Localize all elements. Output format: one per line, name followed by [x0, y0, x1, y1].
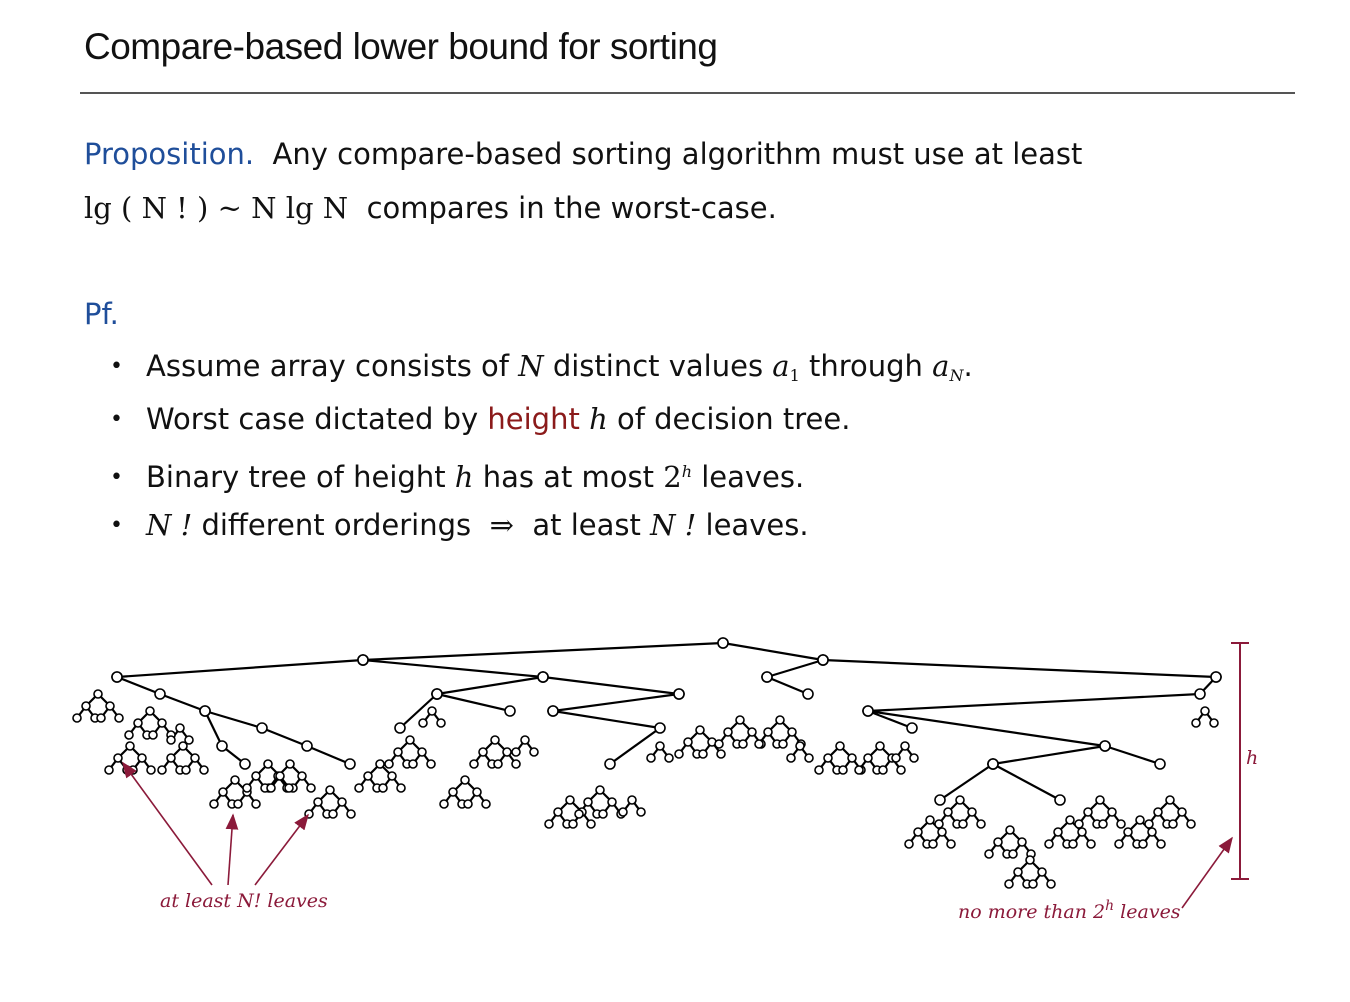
caption-no-more-than: [958, 898, 1181, 923]
tree-node: [512, 760, 520, 768]
tree-node: [94, 690, 102, 698]
bullet-4-text: different orderings: [201, 508, 472, 542]
var-a1-base: a: [772, 349, 790, 383]
tree-node: [1045, 840, 1053, 848]
tree-node: [805, 754, 813, 762]
tree-node: [715, 740, 723, 748]
tree-node: [929, 840, 937, 848]
tree-node: [182, 766, 190, 774]
tree-node: [1026, 856, 1034, 864]
tree-node: [149, 731, 157, 739]
var-a1-sub: 1: [789, 366, 800, 385]
tree-node: [185, 736, 193, 744]
bullet-1-text: Assume array consists of: [146, 349, 509, 383]
tree-node: [115, 714, 123, 722]
power-exponent: h: [681, 462, 692, 481]
tree-edge: [262, 728, 307, 746]
tree-node: [545, 820, 553, 828]
tree-node: [736, 716, 744, 724]
proposition-label: Proposition.: [84, 137, 255, 171]
tree-node: [935, 795, 945, 805]
tree-node: [491, 736, 499, 744]
tree-edge: [117, 660, 363, 677]
tree-node: [243, 784, 251, 792]
tree-node: [628, 796, 636, 804]
tree-node: [298, 772, 306, 780]
tree-node: [724, 728, 732, 736]
tree-node: [897, 766, 905, 774]
tree-edge: [823, 660, 1216, 677]
tree-node: [394, 748, 402, 756]
tree-node: [1136, 816, 1144, 824]
tree-node: [748, 728, 756, 736]
tree-node: [264, 760, 272, 768]
tree-node: [787, 754, 795, 762]
tree-node: [1155, 759, 1165, 769]
tree-edge: [437, 694, 510, 711]
tree-node: [1055, 795, 1065, 805]
tree-node: [252, 800, 260, 808]
tree-node: [470, 760, 478, 768]
tree-node: [935, 820, 943, 828]
tree-node: [762, 672, 772, 682]
var-an-base: a: [932, 349, 950, 383]
tree-node: [419, 719, 427, 727]
tree-node: [718, 638, 728, 648]
tree-node: [125, 731, 133, 739]
tree-node: [285, 784, 293, 792]
tree-node: [437, 719, 445, 727]
tree-node: [461, 776, 469, 784]
tree-node: [427, 760, 435, 768]
tree-node: [985, 850, 993, 858]
tree-node: [1009, 850, 1017, 858]
tree-node: [1006, 826, 1014, 834]
tree-node: [105, 766, 113, 774]
tree-node: [1005, 880, 1013, 888]
tree-node: [440, 800, 448, 808]
tree-node: [167, 754, 175, 762]
tree-node: [473, 788, 481, 796]
var-an: [932, 349, 963, 383]
tree-node: [1014, 868, 1022, 876]
bullet-4: • N ! different orderings ⇒ at least N ! leaves.: [110, 508, 809, 542]
tree-node: [482, 800, 490, 808]
tree-node: [307, 784, 315, 792]
tree-edge: [117, 677, 160, 694]
tree-node: [158, 719, 166, 727]
tree-node: [191, 754, 199, 762]
proposition-text-1: Any compare-based sorting algorithm must use at least: [272, 137, 1083, 171]
tree-node: [1201, 707, 1209, 715]
decision-tree-figure: [0, 600, 1350, 940]
tree-node: [818, 655, 828, 665]
bullet-1-text-3: through: [808, 349, 923, 383]
bullet-2-text: Worst case dictated by: [146, 402, 479, 436]
tree-node: [739, 740, 747, 748]
tree-node: [1211, 672, 1221, 682]
tree-node: [1166, 796, 1174, 804]
tree-node: [503, 748, 511, 756]
tree-node: [1139, 840, 1147, 848]
implies-arrow: ⇒: [489, 508, 514, 542]
tree-node: [717, 750, 725, 758]
tree-edge: [363, 660, 543, 677]
tree-node: [788, 728, 796, 736]
tree-node: [126, 742, 134, 750]
tree-node: [385, 760, 393, 768]
tree-node: [234, 800, 242, 808]
tree-node: [575, 810, 583, 818]
tree-node: [379, 784, 387, 792]
tree-node: [388, 772, 396, 780]
tree-edge: [553, 711, 660, 728]
tree-edge: [868, 694, 1200, 711]
tree-node: [1195, 689, 1205, 699]
tree-node: [1099, 820, 1107, 828]
tree-edge: [993, 764, 1060, 800]
caption-at-least: at least N! leaves: [160, 890, 328, 912]
tree-node: [944, 808, 952, 816]
tree-node: [240, 759, 250, 769]
tree-node: [302, 741, 312, 751]
tree-node: [167, 736, 175, 744]
slide-title: Compare-based lower bound for sorting: [84, 26, 718, 67]
tree-node: [699, 750, 707, 758]
tree-node: [217, 741, 227, 751]
tree-node: [863, 706, 873, 716]
tree-node: [345, 759, 355, 769]
tree-node: [596, 786, 604, 794]
tree-node: [409, 760, 417, 768]
proposition-line-1: [84, 134, 1082, 174]
tree-node: [538, 672, 548, 682]
caption-no-more-prefix: no more than 2: [958, 901, 1106, 923]
tree-node: [355, 784, 363, 792]
tree-node: [176, 724, 184, 732]
tree-node: [587, 820, 595, 828]
tree-node: [1108, 808, 1116, 816]
bullet-4-text-3: leaves.: [705, 508, 809, 542]
tree-node: [1066, 816, 1074, 824]
tree-node: [530, 748, 538, 756]
tree-node: [1096, 796, 1104, 804]
tree-node: [1210, 719, 1218, 727]
tree-node: [1148, 828, 1156, 836]
var-h: h: [589, 402, 608, 436]
tree-node: [432, 689, 442, 699]
tree-node: [418, 748, 426, 756]
tree-node: [548, 706, 558, 716]
bullet-1-period: .: [963, 349, 973, 383]
proposition-formula: lg ( N ! ) ~ N lg N: [84, 191, 349, 225]
tree-node: [82, 702, 90, 710]
tree-node: [1087, 840, 1095, 848]
tree-node: [147, 766, 155, 774]
tree-node: [619, 808, 627, 816]
bullet-2: • Worst case dictated by height h of decision tree.: [110, 402, 851, 436]
tree-edge: [1105, 746, 1160, 764]
tree-node: [347, 810, 355, 818]
tree-node: [1192, 719, 1200, 727]
tree-node: [665, 754, 673, 762]
tree-node: [314, 798, 322, 806]
tree-node: [134, 719, 142, 727]
tree-node: [674, 689, 684, 699]
tree-node: [914, 828, 922, 836]
tree-node: [968, 808, 976, 816]
tree-node: [1157, 840, 1165, 848]
tree-node: [1178, 808, 1186, 816]
tree-edge: [363, 643, 723, 660]
tree-node: [97, 714, 105, 722]
tree-node: [926, 816, 934, 824]
tree-node: [988, 759, 998, 769]
var-a1: [772, 349, 799, 383]
tree-node: [1075, 820, 1083, 828]
tree-node: [479, 748, 487, 756]
tree-node: [1018, 838, 1026, 846]
tree-node: [464, 800, 472, 808]
tree-node: [252, 772, 260, 780]
tree-node: [655, 723, 665, 733]
proof-bullets: [110, 344, 973, 556]
tree-node: [376, 760, 384, 768]
tree-node: [637, 808, 645, 816]
tree-node: [231, 776, 239, 784]
tree-node: [73, 714, 81, 722]
tree-node: [1117, 820, 1125, 828]
tree-node: [1084, 808, 1092, 816]
tree-node: [959, 820, 967, 828]
tree-nodes: [73, 638, 1221, 888]
tree-node: [864, 754, 872, 762]
tree-node: [675, 750, 683, 758]
factorial-n: N !: [146, 508, 193, 542]
proposition-text-2: compares in the worst-case.: [366, 191, 777, 225]
tree-edge: [723, 643, 823, 660]
tree-node: [764, 728, 772, 736]
tree-node: [210, 800, 218, 808]
tree-node: [905, 840, 913, 848]
tree-node: [200, 706, 210, 716]
var-n: N: [518, 349, 544, 383]
tree-node: [776, 716, 784, 724]
tree-node: [449, 788, 457, 796]
tree-node: [815, 766, 823, 774]
tree-node: [855, 766, 863, 774]
tree-node: [599, 810, 607, 818]
tree-node: [836, 742, 844, 750]
tree-node: [512, 748, 520, 756]
tree-node: [824, 754, 832, 762]
var-an-sub: N: [949, 366, 964, 385]
tree-edge: [543, 677, 679, 694]
tree-node: [138, 754, 146, 762]
tree-node: [219, 788, 227, 796]
tree-edge: [940, 764, 993, 800]
tree-node: [1169, 820, 1177, 828]
proposition-line-2: [84, 188, 777, 228]
tree-node: [155, 689, 165, 699]
tree-node: [1078, 828, 1086, 836]
tree-node: [112, 672, 122, 682]
tree-node: [1038, 868, 1046, 876]
tree-node: [1187, 820, 1195, 828]
tree-node: [605, 759, 615, 769]
tree-node: [276, 772, 284, 780]
tree-node: [1054, 828, 1062, 836]
tree-node: [876, 742, 884, 750]
tree-node: [755, 740, 763, 748]
tree-node: [1124, 828, 1132, 836]
tree-node: [521, 736, 529, 744]
bullet-3: • Binary tree of height h has at most 2$^h$ leaves.: [110, 460, 805, 494]
tree-edge: [307, 746, 350, 764]
tree-edge: [767, 677, 808, 694]
tree-node: [395, 723, 405, 733]
tree-node: [684, 738, 692, 746]
tree-node: [329, 810, 337, 818]
tree-node: [892, 754, 900, 762]
tree-node: [584, 798, 592, 806]
bullet-2-text-2: of decision tree.: [616, 402, 851, 436]
height-term: height: [487, 402, 580, 436]
tree-node: [696, 726, 704, 734]
tree-node: [907, 723, 917, 733]
title-divider: [80, 92, 1295, 94]
tree-node: [977, 820, 985, 828]
caption-no-more-suffix: leaves: [1114, 901, 1181, 923]
tree-node: [803, 689, 813, 699]
tree-node: [267, 784, 275, 792]
tree-node: [608, 798, 616, 806]
tree-node: [146, 707, 154, 715]
tree-node: [947, 840, 955, 848]
tree-node: [1029, 880, 1037, 888]
tree-node: [994, 838, 1002, 846]
bullet-3-text: Binary tree of height: [146, 460, 446, 494]
tree-node: [494, 760, 502, 768]
tree-node: [566, 796, 574, 804]
tree-node: [364, 772, 372, 780]
tree-node: [338, 798, 346, 806]
bullet-1: • Assume array consists of N distinct values $a_1$ through $a_N$.: [110, 349, 973, 385]
tree-edge: [437, 677, 543, 694]
tree-node: [286, 760, 294, 768]
tree-edge: [767, 660, 823, 677]
proof-label: Pf.: [84, 297, 119, 331]
tree-node: [569, 820, 577, 828]
bullet-1-text-2: distinct values: [552, 349, 764, 383]
tree-node: [647, 754, 655, 762]
tree-edge: [205, 711, 262, 728]
tree-edge: [868, 711, 1105, 746]
caption-no-more-exp: h: [1105, 898, 1115, 914]
bullet-3-text-3: leaves.: [701, 460, 805, 494]
tree-node: [1047, 880, 1055, 888]
tree-node: [114, 754, 122, 762]
tree-node: [848, 754, 856, 762]
tree-node: [938, 828, 946, 836]
tree-node: [554, 808, 562, 816]
bullet-4-text-2: at least: [532, 508, 641, 542]
tree-node: [406, 736, 414, 744]
tree-node: [1154, 808, 1162, 816]
tree-node: [1100, 741, 1110, 751]
tree-node: [428, 707, 436, 715]
tree-node: [910, 754, 918, 762]
tree-edge: [160, 694, 205, 711]
tree-node: [779, 740, 787, 748]
bullet-3-text-2: has at most: [482, 460, 655, 494]
tree-node: [901, 742, 909, 750]
tree-node: [257, 723, 267, 733]
tree-node: [505, 706, 515, 716]
power-base: 2: [663, 460, 682, 494]
var-h: h: [454, 460, 474, 494]
tree-edge: [993, 746, 1105, 764]
height-label: h: [1246, 747, 1259, 769]
tree-node: [656, 742, 664, 750]
tree-node: [1145, 820, 1153, 828]
tree-edge: [553, 694, 679, 711]
tree-node: [158, 766, 166, 774]
tree-node: [1115, 840, 1123, 848]
tree-node: [1069, 840, 1077, 848]
tree-node: [106, 702, 114, 710]
tree-node: [956, 796, 964, 804]
tree-node: [839, 766, 847, 774]
tree-node: [200, 766, 208, 774]
tree-node: [879, 766, 887, 774]
tree-node: [397, 784, 405, 792]
tree-node: [796, 742, 804, 750]
factorial-n-2: N !: [650, 508, 697, 542]
tree-node: [358, 655, 368, 665]
tree-node: [326, 786, 334, 794]
